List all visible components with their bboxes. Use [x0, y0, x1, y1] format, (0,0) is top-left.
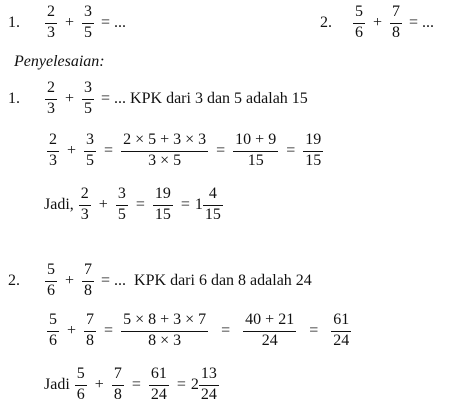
fraction — [45, 4, 57, 42]
denominator: 24 — [333, 331, 350, 349]
fraction — [47, 132, 59, 170]
plus-sign: + — [65, 271, 75, 289]
denominator: 5 — [86, 151, 95, 169]
equals-sign: = — [180, 195, 190, 213]
fraction — [116, 186, 128, 224]
equals-ellipsis: = ... — [101, 13, 127, 31]
solution-number: 1. — [8, 89, 20, 107]
denominator: 15 — [204, 205, 221, 223]
kpk-statement: = ... KPK dari 6 dan 8 adalah 24 — [101, 271, 312, 289]
fraction — [153, 186, 173, 224]
plus-sign: + — [67, 141, 77, 159]
denominator: 3 — [47, 99, 55, 117]
fraction — [45, 80, 57, 118]
section-heading: Penyelesaian: — [14, 53, 105, 70]
denominator: 6 — [47, 281, 55, 299]
fraction — [112, 366, 124, 404]
numerator: 7 — [113, 365, 122, 382]
problem-number: 2. — [320, 13, 332, 31]
solution-1-line-3 — [44, 186, 226, 224]
numerator: 3 — [86, 131, 95, 148]
denominator: 5 — [84, 99, 93, 117]
plus-sign: + — [65, 89, 75, 107]
fraction — [243, 312, 296, 350]
solution-2-line-3 — [44, 366, 222, 404]
denominator: 3 — [47, 23, 55, 41]
numerator: 2 × 5 + 3 × 3 — [123, 131, 207, 148]
plus-sign: + — [373, 13, 383, 31]
problem-number: 1. — [8, 13, 20, 31]
plus-sign: + — [98, 195, 108, 213]
fraction — [199, 366, 219, 404]
numerator: 2 — [80, 185, 89, 202]
denominator: 3 — [49, 151, 57, 169]
solution-1-line-2 — [44, 132, 326, 170]
numerator: 5 — [76, 365, 85, 382]
numerator: 13 — [200, 365, 217, 382]
fraction — [84, 132, 96, 170]
fraction — [331, 312, 351, 350]
equals-sign: = — [135, 195, 145, 213]
denominator: 3 × 5 — [148, 151, 182, 169]
numerator: 5 — [355, 3, 363, 20]
numerator: 3 — [84, 79, 93, 96]
whole-number: 1 — [194, 195, 203, 213]
plus-sign: + — [65, 13, 75, 31]
equals-sign: = — [104, 321, 114, 339]
fraction — [203, 186, 223, 224]
numerator: 2 — [47, 3, 55, 20]
numerator: 40 + 21 — [245, 311, 295, 328]
denominator: 8 — [84, 281, 93, 299]
denominator: 15 — [305, 151, 322, 169]
problem-2 — [320, 4, 434, 42]
numerator: 3 — [84, 3, 93, 20]
equals-sign: = — [309, 321, 319, 339]
fraction — [390, 4, 402, 42]
solution-2-line-1 — [8, 262, 312, 300]
equals-ellipsis: = ... — [409, 13, 435, 31]
fraction — [149, 366, 169, 404]
fraction — [47, 312, 59, 350]
problem-1 — [8, 4, 126, 42]
denominator: 6 — [355, 23, 363, 41]
numerator: 61 — [150, 365, 167, 382]
fraction — [84, 312, 96, 350]
solution-1-line-1 — [8, 80, 308, 118]
plus-sign: + — [67, 321, 77, 339]
numerator: 2 — [49, 131, 57, 148]
equals-sign: = — [286, 141, 296, 159]
equals-sign: = — [104, 141, 114, 159]
numerator: 7 — [86, 311, 95, 328]
denominator: 5 — [84, 23, 93, 41]
fraction — [121, 132, 208, 170]
equals-sign: = — [176, 375, 186, 393]
numerator: 4 — [208, 185, 217, 202]
denominator: 24 — [261, 331, 278, 349]
denominator: 6 — [76, 385, 85, 403]
fraction — [82, 80, 94, 118]
equals-sign: = — [221, 321, 231, 339]
denominator: 8 — [86, 331, 95, 349]
plus-sign: + — [94, 375, 104, 393]
numerator: 7 — [84, 261, 93, 278]
numerator: 19 — [305, 131, 322, 148]
denominator: 8 — [392, 23, 401, 41]
numerator: 5 — [49, 311, 57, 328]
solution-number: 2. — [8, 271, 20, 289]
numerator: 61 — [333, 311, 350, 328]
denominator: 24 — [200, 385, 217, 403]
numerator: 7 — [392, 3, 401, 20]
denominator: 24 — [150, 385, 167, 403]
whole-number: 2 — [190, 375, 199, 393]
solution-2-line-2 — [44, 312, 354, 350]
fraction — [121, 312, 208, 350]
jadi-label: Jadi, — [44, 195, 74, 213]
fraction — [82, 262, 94, 300]
denominator: 8 × 3 — [148, 331, 182, 349]
denominator: 3 — [80, 205, 89, 223]
numerator: 19 — [154, 185, 171, 202]
fraction — [353, 4, 365, 42]
denominator: 15 — [154, 205, 171, 223]
fraction — [303, 132, 323, 170]
numerator: 2 — [47, 79, 55, 96]
denominator: 8 — [113, 385, 122, 403]
numerator: 5 × 8 + 3 × 7 — [123, 311, 207, 328]
equals-sign: = — [216, 141, 226, 159]
fraction — [45, 262, 57, 300]
denominator: 15 — [247, 151, 264, 169]
fraction — [82, 4, 94, 42]
jadi-label: Jadi — [44, 375, 70, 393]
fraction — [75, 366, 87, 404]
numerator: 5 — [47, 261, 55, 278]
equals-sign: = — [131, 375, 141, 393]
numerator: 10 + 9 — [235, 131, 277, 148]
fraction — [233, 132, 278, 170]
fraction — [79, 186, 91, 224]
kpk-statement: = ... KPK dari 3 dan 5 adalah 15 — [101, 89, 308, 107]
numerator: 3 — [117, 185, 126, 202]
denominator: 5 — [117, 205, 126, 223]
denominator: 6 — [49, 331, 57, 349]
